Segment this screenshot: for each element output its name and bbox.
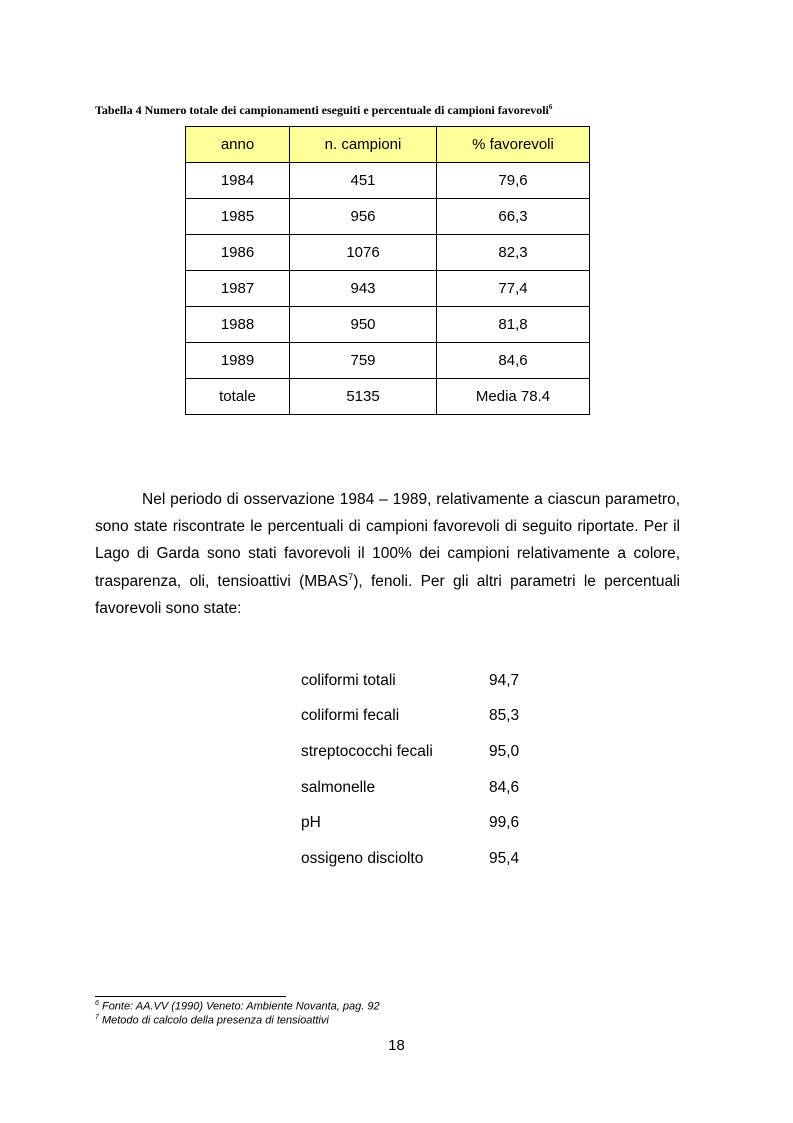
- parameter-value: 85,3: [489, 707, 520, 725]
- cell-n-campioni: 759: [290, 343, 437, 379]
- table-caption: [95, 103, 552, 118]
- parameter-name: salmonelle: [301, 778, 376, 796]
- cell-anno: 1984: [186, 163, 290, 199]
- parameter-value: 95,0: [489, 742, 520, 760]
- parameter-name: coliformi totali: [301, 671, 396, 689]
- list-item: [301, 663, 519, 699]
- parameter-name: coliformi fecali: [301, 707, 400, 725]
- cell-anno: 1987: [186, 271, 290, 307]
- header-n-campioni: n. campioni: [290, 127, 437, 163]
- cell-anno: 1986: [186, 235, 290, 271]
- paragraph-text-2: ), fenoli. Per gli altri parametri le percentuali favorevoli sono state:: [95, 572, 681, 617]
- list-item: [301, 734, 519, 770]
- footnote-7: [95, 1014, 329, 1027]
- page-number: 18: [388, 1037, 405, 1054]
- parameter-name: pH: [301, 814, 321, 832]
- list-item: [301, 699, 519, 735]
- caption-footnote-ref: 6: [548, 103, 553, 111]
- parameter-value: 94,7: [489, 671, 520, 689]
- cell-favorevoli: 79,6: [437, 163, 590, 199]
- cell-n-campioni: 956: [290, 199, 437, 235]
- caption-text: Tabella 4 Numero totale dei campionamenti eseguiti e percentuale di campioni favorevoli: [95, 103, 549, 117]
- cell-favorevoli: 82,3: [437, 235, 590, 271]
- table-row: [186, 199, 590, 235]
- parameter-name: streptococchi fecali: [301, 742, 433, 760]
- table-row: [186, 343, 590, 379]
- footnote-number: 6: [95, 1000, 99, 1007]
- paragraph-text-1: Nel periodo di osservazione 1984 – 1989, relativamente a ciascun parametro, sono state riscontrate le percentuali di campioni favorevoli di seguito riportate. Per il Lago di Garda sono stati favorevoli il 100% dei campioni relativamente a colore, trasparenza, oli, tensioattivi (MBAS: [95, 491, 680, 590]
- parameter-value: 95,4: [489, 849, 520, 867]
- footnote-number: 7: [95, 1014, 99, 1021]
- table-row: [186, 163, 590, 199]
- cell-n-campioni: 5135: [290, 379, 437, 415]
- cell-favorevoli: 66,3: [437, 199, 590, 235]
- footnote-6: [95, 1000, 380, 1013]
- table-header-row: [186, 127, 590, 163]
- sampling-table: [185, 126, 590, 415]
- cell-anno: 1988: [186, 307, 290, 343]
- cell-anno: totale: [186, 379, 290, 415]
- body-paragraph: [95, 486, 680, 622]
- table-row: [186, 235, 590, 271]
- paragraph-footnote-ref: 7: [348, 571, 354, 582]
- parameters-list: [301, 663, 519, 877]
- parameter-value: 99,6: [489, 814, 520, 832]
- cell-n-campioni: 451: [290, 163, 437, 199]
- cell-favorevoli: 84,6: [437, 343, 590, 379]
- cell-anno: 1985: [186, 199, 290, 235]
- list-item: [301, 770, 519, 806]
- cell-n-campioni: 1076: [290, 235, 437, 271]
- footnote-divider: [95, 996, 286, 997]
- cell-anno: 1989: [186, 343, 290, 379]
- cell-n-campioni: 943: [290, 271, 437, 307]
- list-item: [301, 805, 519, 841]
- cell-favorevoli: Media 78.4: [437, 379, 590, 415]
- table-row: [186, 271, 590, 307]
- table-row: [186, 307, 590, 343]
- header-anno: anno: [186, 127, 290, 163]
- parameter-name: ossigeno disciolto: [301, 849, 424, 867]
- cell-n-campioni: 950: [290, 307, 437, 343]
- footnote-text: Fonte: AA.VV (1990) Veneto: Ambiente Novanta, pag. 92: [101, 1000, 380, 1013]
- cell-favorevoli: 81,8: [437, 307, 590, 343]
- table-total-row: [186, 379, 590, 415]
- list-item: [301, 841, 519, 877]
- footnote-text: Metodo di calcolo della presenza di tensioattivi: [101, 1014, 329, 1027]
- cell-favorevoli: 77,4: [437, 271, 590, 307]
- header-favorevoli: % favorevoli: [437, 127, 590, 163]
- parameter-value: 84,6: [489, 778, 520, 796]
